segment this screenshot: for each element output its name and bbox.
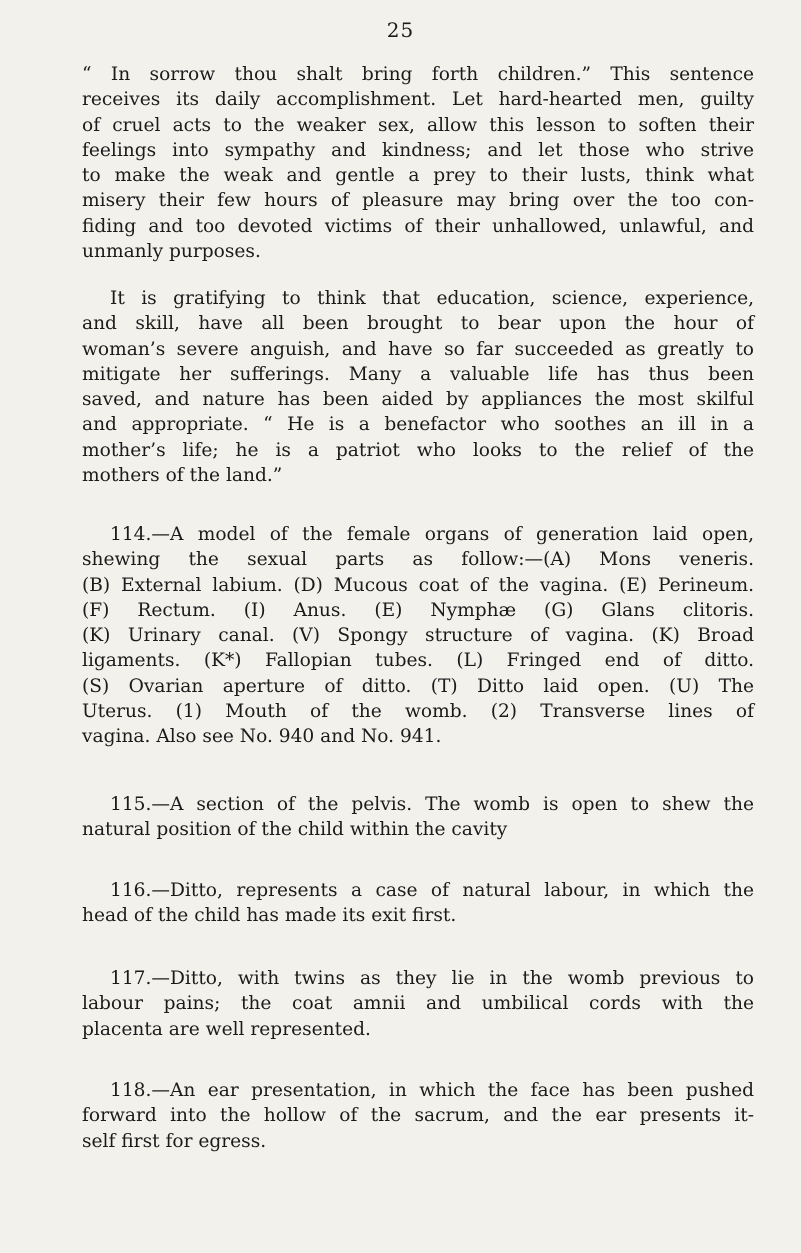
text-line: to make the weak and gentle a prey to their lusts, think what	[82, 165, 754, 187]
text-line: (S) Ovarian aperture of ditto. (T) Ditto laid open. (U) The	[82, 675, 754, 697]
text-line: (K) Urinary canal. (V) Spongy structure of vagina. (K) Broad	[82, 625, 754, 647]
text-line: unmanly purposes.	[82, 241, 261, 263]
text-line: self first for egress.	[82, 1130, 267, 1152]
paragraph-item-116	[82, 878, 754, 929]
paragraph-item-118	[82, 1078, 754, 1154]
text-line: placenta are well represented.	[82, 1018, 371, 1040]
text-line: woman’s severe anguish, and have so far succeeded as greatly to	[82, 338, 754, 360]
text-line: forward into the hollow of the sacrum, and the ear presents it-	[82, 1105, 754, 1127]
text-line: mother’s life; he is a patriot who looks to the relief of the	[82, 439, 754, 461]
text-line: natural position of the child within the cavity	[82, 819, 508, 841]
text-line: fiding and too devoted victims of their unhallowed, unlawful, and	[82, 215, 754, 237]
text-line: of cruel acts to the weaker sex, allow this lesson to soften their	[82, 114, 754, 136]
paragraph-item-114	[82, 522, 754, 750]
text-line: Uterus. (1) Mouth of the womb. (2) Transverse lines of	[82, 701, 754, 723]
text-line: and skill, have all been brought to bear upon the hour of	[82, 313, 754, 335]
text-line: (F) Rectum. (I) Anus. (E) Nymphæ (G) Glans clitoris.	[82, 599, 754, 621]
text-line: It is gratifying to think that education, science, experience,	[110, 288, 754, 309]
text-line: 117.—Ditto, with twins as they lie in the womb previous to	[110, 968, 754, 989]
text-line: 116.—Ditto, represents a case of natural labour, in which the	[110, 880, 754, 901]
text-line: feelings into sympathy and kindness; and let those who strive	[82, 139, 754, 161]
paragraph-gratifying	[82, 286, 754, 488]
text-line: (B) External labium. (D) Mucous coat of the vagina. (E) Perineum.	[82, 574, 754, 596]
text-line: ligaments. (K*) Fallopian tubes. (L) Fringed end of ditto.	[82, 650, 754, 672]
paragraph-item-115	[82, 792, 754, 843]
text-line: mothers of the land.”	[82, 465, 283, 487]
page-number: 25	[386, 18, 415, 42]
paragraph-sorrow	[82, 62, 754, 264]
text-line: head of the child has made its exit first.	[82, 905, 457, 927]
text-line: and appropriate. “ He is a benefactor who soothes an ill in a	[82, 414, 754, 436]
text-line: “ In sorrow thou shalt bring forth children.” This sentence	[82, 64, 754, 85]
text-line: vagina. Also see No. 940 and No. 941.	[82, 726, 442, 748]
text-line: labour pains; the coat amnii and umbilical cords with the	[82, 993, 754, 1015]
text-line: misery their few hours of pleasure may bring over the too con-	[82, 190, 754, 212]
text-line: 114.—A model of the female organs of generation laid open,	[110, 524, 754, 545]
paragraph-item-117	[82, 966, 754, 1042]
text-line: saved, and nature has been aided by appliances the most skilful	[82, 389, 754, 411]
text-line: 115.—A section of the pelvis. The womb is open to shew the	[110, 794, 754, 815]
text-line: shewing the sexual parts as follow:—(A) Mons veneris.	[82, 549, 754, 571]
text-line: receives its daily accomplishment. Let hard-hearted men, guilty	[82, 89, 754, 111]
text-line: mitigate her sufferings. Many a valuable life has thus been	[82, 363, 754, 385]
text-line: 118.—An ear presentation, in which the face has been pushed	[110, 1080, 754, 1101]
